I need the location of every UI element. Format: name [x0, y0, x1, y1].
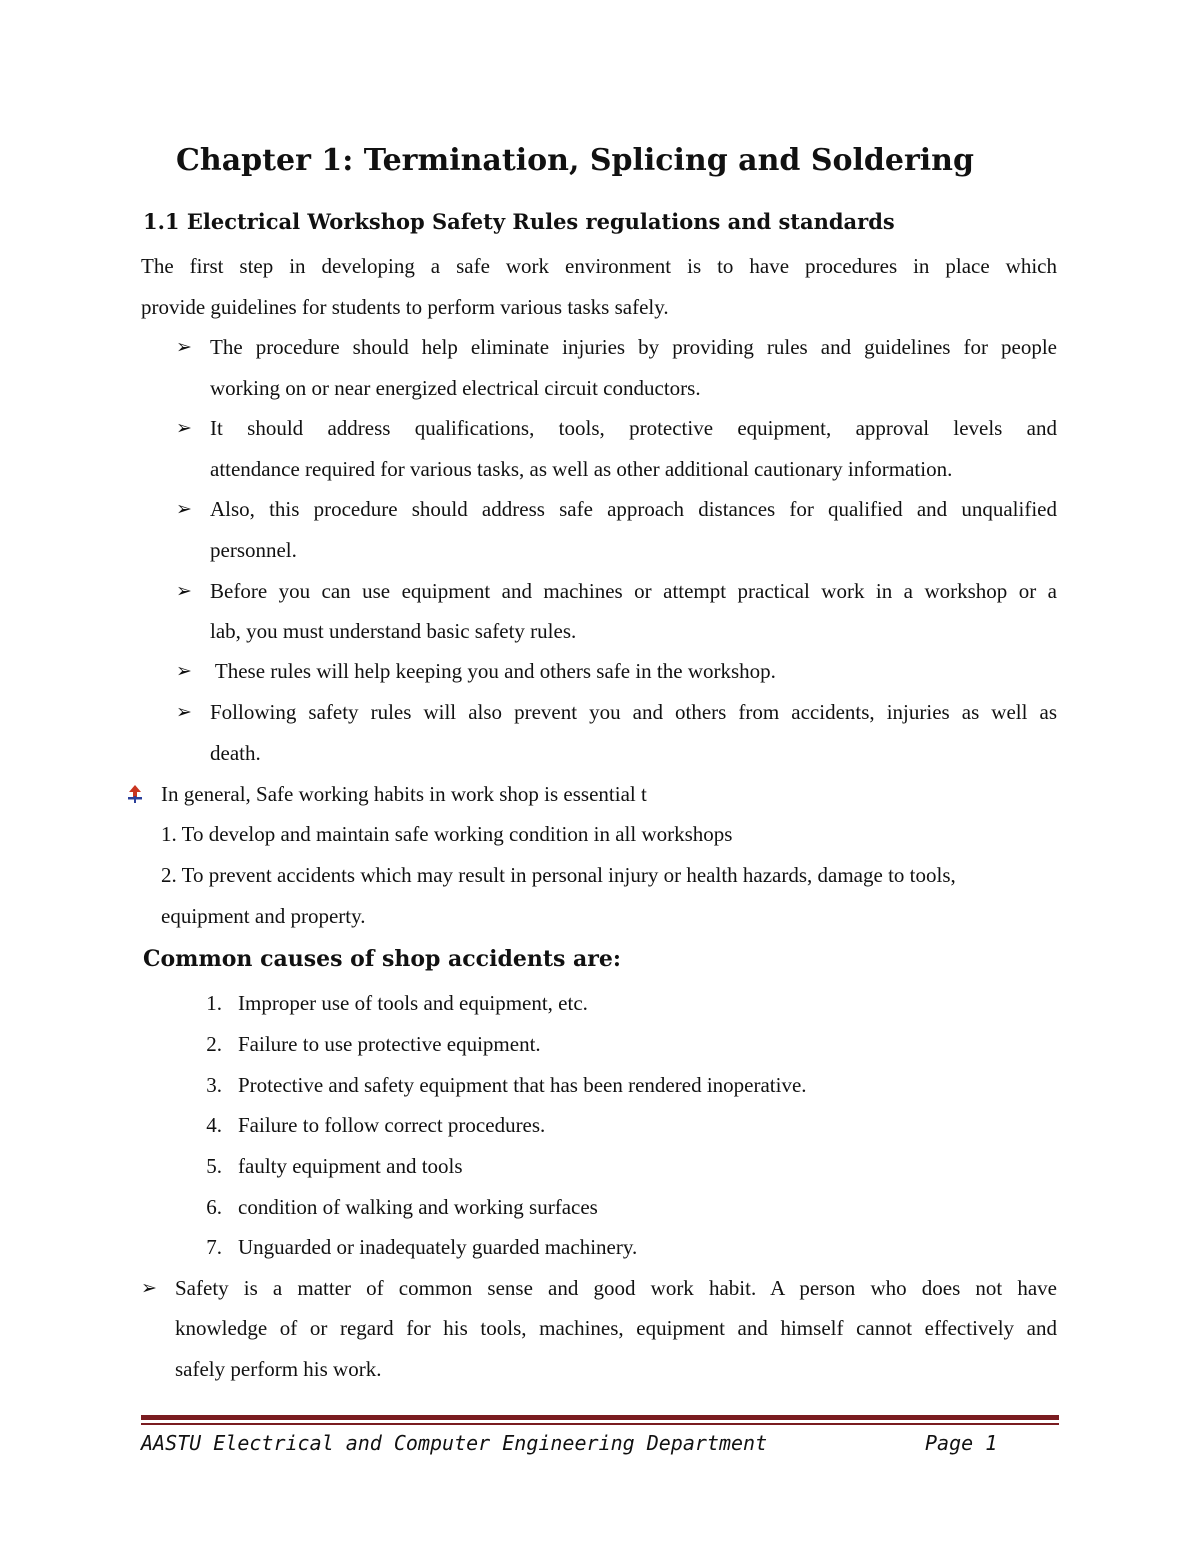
intro-line-2: provide guidelines for students to perform various tasks safely.	[141, 295, 669, 319]
arrowhead-bullet-icon: ➢	[176, 498, 192, 520]
bullet-6-line-2: death.	[210, 741, 261, 765]
arrowhead-bullet-icon: ➢	[176, 336, 192, 358]
cause-5-number: 5.	[206, 1154, 222, 1178]
closing-line-1: Safety is a matter of common sense and good work habit. A person who does not have	[175, 1276, 1057, 1300]
cause-7-number: 7.	[206, 1235, 222, 1259]
cause-6-text: condition of walking and working surfaces	[238, 1195, 598, 1219]
bullet-5-line-1: These rules will help keeping you and others safe in the workshop.	[210, 659, 776, 683]
arrowhead-bullet-icon: ➢	[176, 701, 192, 723]
bullet-4-line-2: lab, you must understand basic safety rules.	[210, 619, 577, 643]
arrowhead-bullet-icon: ➢	[176, 660, 192, 682]
arrowhead-bullet-icon: ➢	[176, 417, 192, 439]
arrowhead-bullet-icon: ➢	[176, 580, 192, 602]
bullet-1-line-1: The procedure should help eliminate injuries by providing rules and guidelines for people	[210, 335, 1057, 359]
cause-1-text: Improper use of tools and equipment, etc.	[238, 991, 588, 1015]
cause-3-text: Protective and safety equipment that has been rendered inoperative.	[238, 1073, 807, 1097]
arrowhead-bullet-icon: ➢	[141, 1277, 157, 1299]
closing-line-2: knowledge of or regard for his tools, machines, equipment and himself cannot effectively and	[175, 1316, 1057, 1340]
general-item-1: 1. To develop and maintain safe working condition in all workshops	[161, 822, 733, 846]
cause-1-number: 1.	[206, 991, 222, 1015]
general-line: In general, Safe working habits in work shop is essential t	[161, 782, 647, 806]
closing-line-3: safely perform his work.	[175, 1357, 382, 1381]
causes-heading: Common causes of shop accidents are:	[143, 946, 621, 972]
section-heading: 1.1 Electrical Workshop Safety Rules regulations and standards	[143, 209, 895, 234]
cause-4-text: Failure to follow correct procedures.	[238, 1113, 546, 1137]
bullet-2-line-1: It should address qualifications, tools, protective equipment, approval levels and	[210, 416, 1057, 440]
cause-2-number: 2.	[206, 1032, 222, 1056]
intro-line-1: The first step in developing a safe work environment is to have procedures in place which	[141, 254, 1057, 278]
cause-6-number: 6.	[206, 1195, 222, 1219]
footer-rule	[141, 1415, 1059, 1420]
bullet-4-line-1: Before you can use equipment and machines or attempt practical work in a workshop or a	[210, 579, 1057, 603]
cause-7-text: Unguarded or inadequately guarded machinery.	[238, 1235, 638, 1259]
footer-rule-thin	[141, 1423, 1059, 1425]
bullet-3-line-1: Also, this procedure should address safe approach distances for qualified and unqualified	[210, 497, 1057, 521]
general-item-2: 2. To prevent accidents which may result in personal injury or health hazards, damage to tools,	[161, 863, 956, 887]
bullet-2-line-2: attendance required for various tasks, as well as other additional cautionary information.	[210, 457, 953, 481]
chapter-title: Chapter 1: Termination, Splicing and Soldering	[176, 143, 974, 178]
cause-3-number: 3.	[206, 1073, 222, 1097]
bullet-1-line-2: working on or near energized electrical circuit conductors.	[210, 376, 701, 400]
bullet-6-line-1: Following safety rules will also prevent you and others from accidents, injuries as well as	[210, 700, 1057, 724]
cause-5-text: faulty equipment and tools	[238, 1154, 463, 1178]
general-item-2-cont: equipment and property.	[161, 904, 366, 928]
cause-4-number: 4.	[206, 1113, 222, 1137]
footer-page-number: Page 1	[925, 1431, 998, 1455]
footer-department: AASTU Electrical and Computer Engineering Department	[141, 1431, 768, 1455]
bullet-3-line-2: personnel.	[210, 538, 297, 562]
cause-2-text: Failure to use protective equipment.	[238, 1032, 541, 1056]
quadrant-arrow-icon	[128, 785, 142, 803]
